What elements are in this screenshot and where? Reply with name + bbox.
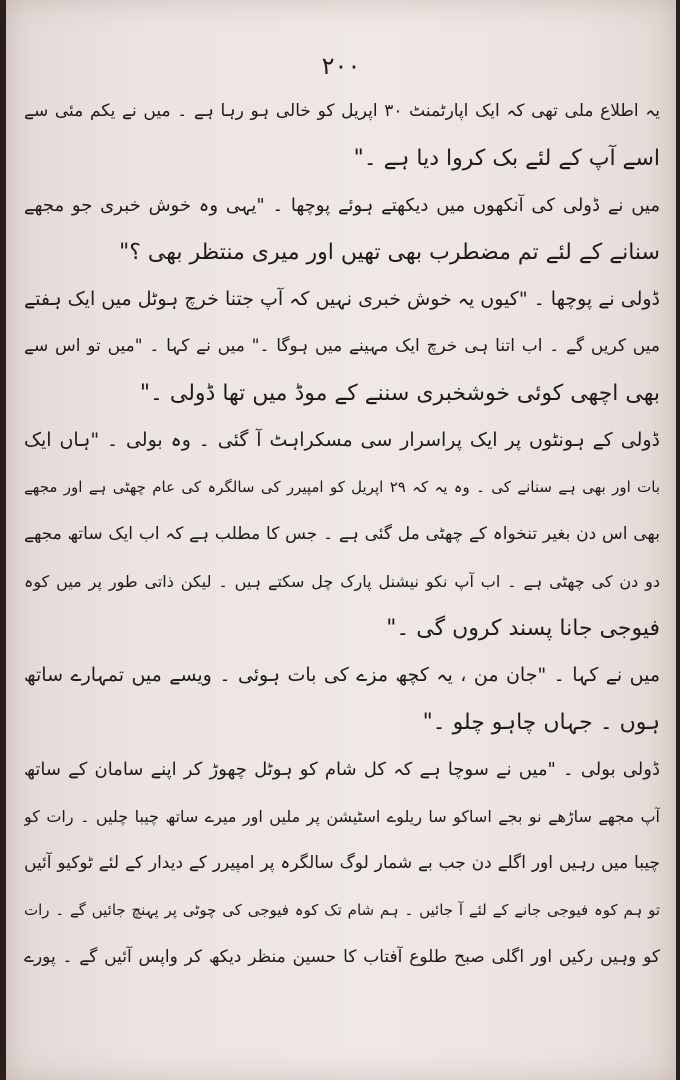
text-line: دو دن کی چھٹی ہے ۔ اب آپ نکو نیشنل پارک چل سکتے ہیں ۔ لیکن ذاتی طور پر میں کوہ — [24, 572, 660, 591]
text-line: میں نے ڈولی کی آنکھوں میں دیکھتے ہوئے پوچھا ۔ "یہی وہ خوش خبری جو مجھے — [24, 195, 660, 216]
text-line: ڈولی نے پوچھا ۔ "کیوں یہ خوش خبری نہیں کہ آپ جتنا خرچ ہوٹل میں ایک ہفتے — [24, 288, 660, 310]
book-page — [6, 0, 676, 1080]
text-line: فیوجی جانا پسند کروں گی ۔" — [386, 616, 660, 641]
text-line: آپ مجھے ساڑھے نو بجے اساکو سا ریلوے اسٹیشن پر ملیں اور میرے ساتھ چیبا چلیں ۔ رات کو — [24, 807, 660, 826]
text-line: تو ہم کوہ فیوجی جانے کے لئے آ جائیں ۔ ہم شام تک کوہ فیوجی کی چوٹی پر پہنچ جائیں گے ۔ رات — [24, 901, 660, 919]
text-line: ڈولی بولی ۔ "میں نے سوچا ہے کہ کل شام کو ہوٹل چھوڑ کر اپنے سامان کے ساتھ — [24, 759, 660, 780]
text-line: چیبا میں رہیں اور اگلے دن جب بے شمار لوگ سالگرہ پر امپیرر کے دیدار کے لئے ٹوکیو آئیں — [24, 853, 660, 873]
text-line: کو وہیں رکیں اور اگلی صبح طلوع آفتاب کا حسین منظر دیکھ کر واپس آئیں گے ۔ پورے — [24, 947, 660, 967]
text-line: بات اور بھی ہے سنانے کی ۔ وہ یہ کہ ۲۹ اپریل کو امپیرر کی سالگرہ کی عام چھٹی ہے اور مجھے — [24, 478, 660, 496]
text-body — [24, 88, 660, 981]
text-line: میں نے کہا ۔ "جان من ، یہ کچھ مزے کی بات ہوئی ۔ ویسے میں تمہارے ساتھ — [24, 664, 660, 686]
text-line: ڈولی کے ہونٹوں پر ایک پراسرار سی مسکراہٹ آ گئی ۔ وہ بولی ۔ "ہاں ایک — [24, 429, 660, 451]
text-line: سنانے کے لئے تم مضطرب بھی تھیں اور میری منتظر بھی ؟" — [119, 240, 660, 265]
text-line: میں کریں گے ۔ اب اتنا ہی خرچ ایک مہینے میں ہوگا ۔" میں نے کہا ۔ "میں تو اس سے — [24, 336, 660, 356]
text-line: بھی اچھی کوئی خوشخبری سننے کے موڈ میں تھا ڈولی ۔" — [139, 381, 660, 406]
text-line: یہ اطلاع ملی تھی کہ ایک اپارٹمنٹ ۳۰ اپریل کو خالی ہو رہا ہے ۔ میں نے یکم مئی سے — [24, 101, 660, 121]
page-number: ۲۰۰ — [321, 52, 361, 80]
text-line: ہوں ۔ جہاں چاہو چلو ۔" — [422, 710, 660, 735]
text-line: اسے آپ کے لئے بک کروا دیا ہے ۔" — [353, 146, 660, 171]
text-line: بھی اس دن بغیر تنخواہ کے چھٹی مل گئی ہے ۔ جس کا مطلب ہے کہ اب ایک ساتھ مجھے — [24, 524, 660, 544]
